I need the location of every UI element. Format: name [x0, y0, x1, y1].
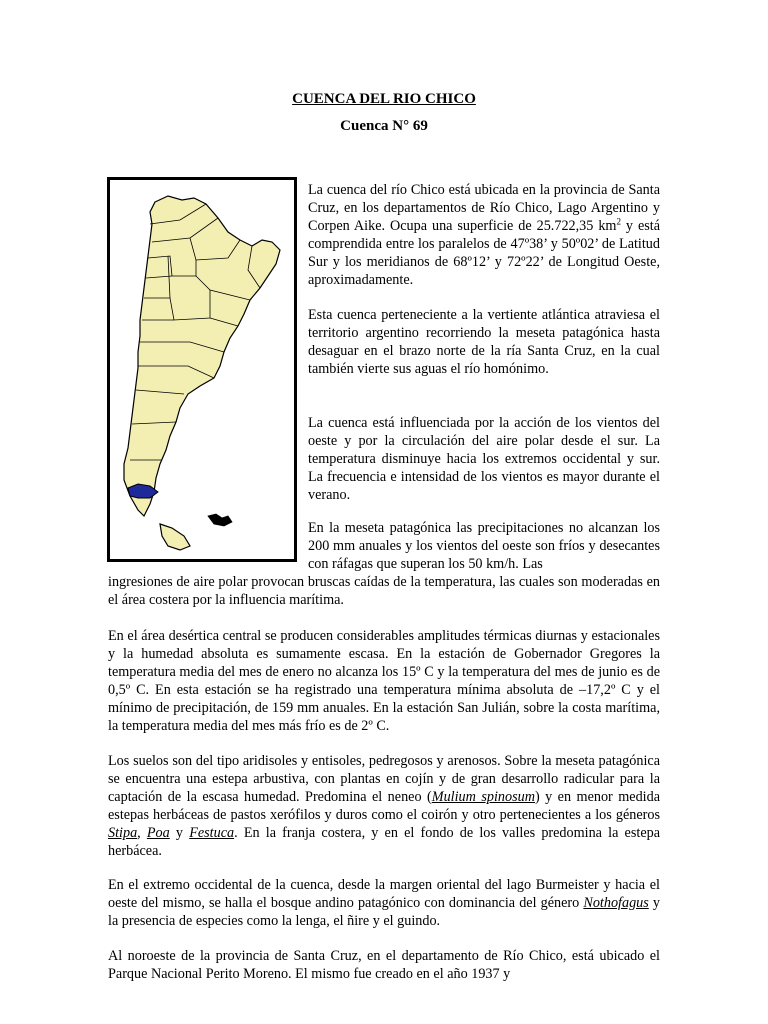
argentina-map-svg	[110, 180, 294, 559]
paragraph-3: La cuenca está influenciada por la acción de los vientos del oeste y por la circulación del aire polar desde el sur. La temperatura disminuye hacia los extremos occidental y sur. La frecuencia e intensidad de los vientos es mayor durante el verano.	[308, 415, 660, 503]
genus-nothofagus: Nothofagus	[583, 895, 649, 911]
superscript: 2	[616, 216, 621, 227]
p6-text-e: . En la franja costera, y en el fondo de los valles predomina la estepa herbácea.	[108, 825, 661, 859]
paragraph-2: Esta cuenca perteneciente a la vertiente atlántica atraviesa el territorio argentino recorriendo la meseta patagónica hasta desaguar en el brazo norte de la ría Santa Cruz, en la cual también vierte sus aguas el río homónimo.	[308, 307, 660, 377]
paragraph-4b: ingresiones de aire polar provocan bruscas caídas de la temperatura, las cuales son moderadas en el área costera por la influencia marítima.	[108, 574, 660, 608]
p6-text-d: y	[169, 825, 190, 841]
tierra-del-fuego	[160, 524, 190, 550]
paragraph-1-end: y está comprendida entre los paralelos de 47º38’ y 50º02’ de Latitud Sur y los meridianos de 68º12’ y 72º22’ de Longitud Oeste, aproximadamente.	[308, 218, 660, 288]
p7-text-b: y la presencia de especies como la lenga, el ñire y el guindo.	[108, 895, 660, 929]
document-title: CUENCA DEL RIO CHICO	[292, 91, 476, 107]
document-subtitle: Cuenca N° 69	[340, 118, 428, 134]
p7-text-a: En el extremo occidental de la cuenca, desde la margen oriental del lago Burmeister y hacia el oeste del mismo, se halla el bosque andino patagónico con dominancia del género	[108, 877, 660, 911]
paragraph-7	[108, 876, 660, 930]
paragraph-4a: En la meseta patagónica las precipitaciones no alcanzan los 200 mm anuales y los vientos del oeste son fríos y desecantes con ráfagas que superan los 50 km/h. Las	[308, 520, 660, 572]
p6-text-c: ,	[137, 825, 147, 841]
argentina-mainland	[124, 196, 280, 516]
paragraph-6	[108, 752, 660, 860]
paragraph-1	[308, 181, 660, 289]
paragraph-8: Al noroeste de la provincia de Santa Cruz, en el departamento de Río Chico, está ubicado el Parque Nacional Perito Moreno. El mismo fue creado en el año 1937 y	[108, 948, 660, 982]
malvinas-islands	[208, 514, 232, 526]
p6-text-b: ) y en menor medida estepas herbáceas de pastos xerófilos y duros como el coirón y otro pertenecientes a los géneros	[108, 789, 660, 823]
species-stipa: Stipa	[108, 825, 138, 841]
paragraph-1-text: La cuenca del río Chico está ubicada en la provincia de Santa Cruz, en los departamentos de Río Chico, Lago Argentino y Corpen Aike. Ocupa una superficie de 25.722,35 km	[308, 182, 660, 234]
p6-text-a: Los suelos son del tipo aridisoles y entisoles, pedregosos y arenosos. Sobre la meseta patagónica se encuentra una estepa arbustiva, con plantas en cojín y de gran desarrollo radicular para la captación de la escasa humedad. Predomina el neneo (	[108, 753, 660, 805]
species-poa: Poa	[146, 825, 170, 841]
paragraph-5: En el área desértica central se producen considerables amplitudes térmicas diurnas y estacionales y la humedad absoluta es sumamente escasa. En la estación de Gobernador Gregores la temperatura media del mes de enero no alcanza los 15º C y la temperatura del mes de junio es de 0,5º C. En esta estación se ha registrado una temperatura mínima absoluta de –17,2º C y el mínimo de precipitación, de 159 mm anuales. En la estación San Julián, sobre la costa marítima, la temperatura media del mes más frío es de 2º C.	[108, 628, 660, 734]
argentina-map	[107, 177, 297, 562]
species-mulium-spinosum: Mulium spinosum	[431, 789, 535, 805]
species-festuca: Festuca	[189, 825, 235, 841]
